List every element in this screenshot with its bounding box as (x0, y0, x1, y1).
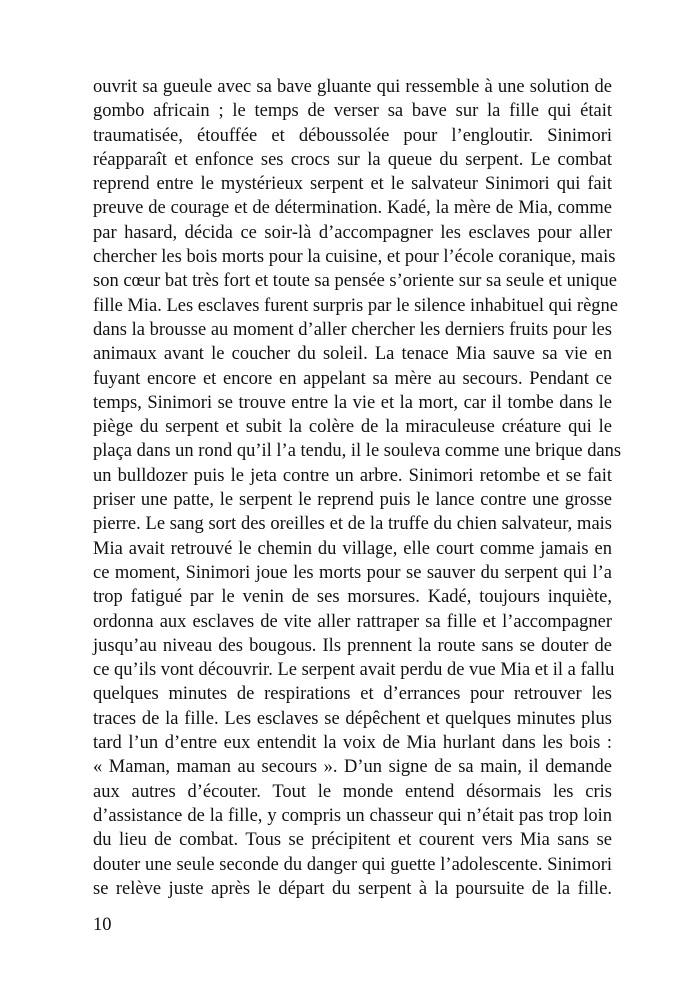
text-line: ouvrit sa gueule avec sa bave gluante qui ressemble à une solution de (93, 77, 612, 97)
text-line: Mia avait retrouvé le chemin du village, elle court comme jamais en (93, 538, 612, 559)
text-line: ce moment, Sinimori joue les morts pour se sauver du serpent qui l’a (93, 562, 612, 583)
text-line: « Maman, maman au secours ». D’un signe de sa main, il demande (93, 757, 612, 778)
text-line: d’assistance de la fille, y compris un chasseur qui n’était pas trop loin (93, 805, 612, 826)
text-line: plaça dans un rond qu’il l’a tendu, il le souleva comme une brique dans (93, 441, 622, 462)
text-line: piège du serpent et subit la colère de la miraculeuse créature qui le (93, 417, 612, 438)
text-line: traumatisée, étouffée et déboussolée pour l’engloutir. Sinimori (93, 125, 612, 146)
text-line: fille Mia. Les esclaves furent surpris par le silence inhabituel qui règne (93, 295, 619, 316)
text-line: jusqu’au niveau des bougous. Ils prennent la route sans se douter de (93, 635, 612, 656)
text-line: tard l’un d’entre eux entendit la voix de Mia hurlant dans les bois : (93, 733, 612, 754)
text-line: un bulldozer puis le jeta contre un arbre. Sinimori retombe et se fait (93, 465, 612, 486)
text-line: par hasard, décida ce soir-là d’accompagner les esclaves pour aller (93, 222, 612, 243)
page-number: 10 (93, 915, 112, 935)
body-text (93, 75, 622, 901)
text-line: du lieu de combat. Tous se précipitent et courent vers Mia sans se (93, 830, 612, 851)
text-line: gombo africain ; le temps de verser sa bave sur la fille qui était (93, 101, 612, 122)
text-line: traces de la fille. Les esclaves se dépêchent et quelques minutes plus (93, 708, 612, 729)
text-line: se relève juste après le départ du serpent à la poursuite de la fille. (93, 878, 612, 899)
text-line: pierre. Le sang sort des oreilles et de la truffe du chien salvateur, mais (93, 514, 612, 535)
text-line: quelques minutes de respirations et d’errances pour retrouver les (93, 684, 612, 705)
text-line: douter une seule seconde du danger qui guette l’adolescente. Sinimori (93, 854, 612, 875)
text-line: chercher les bois morts pour la cuisine, et pour l’école coranique, mais (93, 247, 616, 268)
text-line: temps, Sinimori se trouve entre la vie et la mort, car il tombe dans le (93, 392, 612, 413)
text-line: trop fatigué par le venin de ses morsures. Kadé, toujours inquiète, (93, 587, 612, 608)
text-line: dans la brousse au moment d’aller chercher les derniers fruits pour les (93, 319, 612, 340)
text-line: ce qu’ils vont découvrir. Le serpent avait perdu de vue Mia et il a fallu (93, 660, 615, 681)
text-line: reprend entre le mystérieux serpent et le salvateur Sinimori qui fait (93, 174, 612, 195)
text-line: preuve de courage et de détermination. Kadé, la mère de Mia, comme (93, 198, 612, 219)
text-line: son cœur bat très fort et toute sa pensée s’oriente sur sa seule et unique (93, 271, 617, 292)
text-line: priser une patte, le serpent le reprend puis le lance contre une grosse (93, 490, 612, 511)
text-line: animaux avant le coucher du soleil. La tenace Mia sauve sa vie en (93, 344, 612, 365)
text-line: réapparaît et enfonce ses crocs sur la queue du serpent. Le combat (93, 149, 612, 170)
text-line: aux autres d’écouter. Tout le monde entend désormais les cris (93, 781, 612, 802)
text-line: ordonna aux esclaves de vite aller rattraper sa fille et l’accompagner (93, 611, 612, 632)
text-line: fuyant encore et encore en appelant sa mère au secours. Pendant ce (93, 368, 612, 389)
